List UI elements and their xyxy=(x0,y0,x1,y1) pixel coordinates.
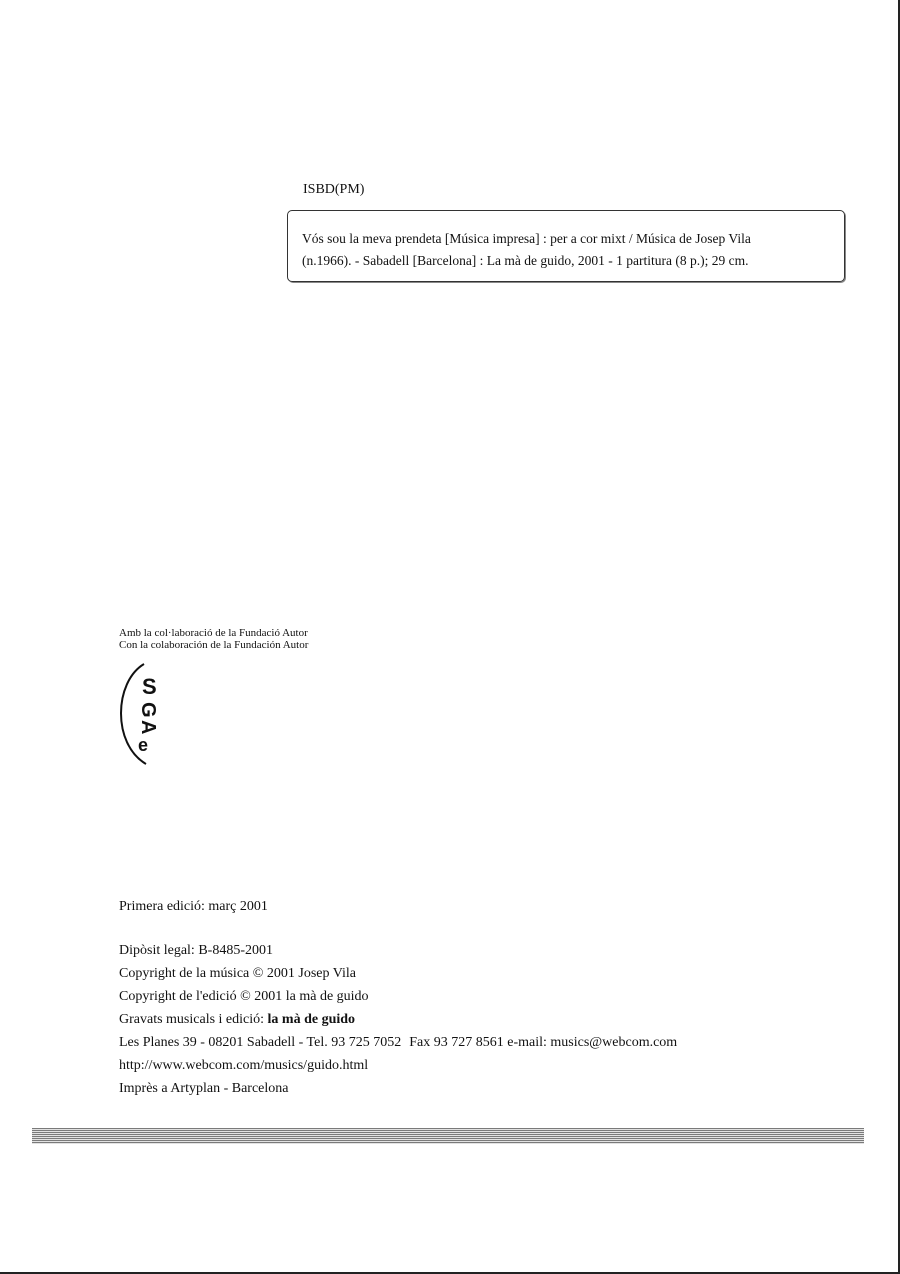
engraving-credit xyxy=(119,1008,677,1031)
logo-letter-e: e xyxy=(138,735,149,755)
isbd-record-box xyxy=(287,210,845,282)
logo-letter-g: G xyxy=(137,702,159,718)
engraving-prefix: Gravats musicals i edició: xyxy=(119,1012,268,1027)
contact-line xyxy=(119,1031,677,1054)
edition-copyright: Copyright de l'edició © 2001 la mà de guido xyxy=(119,989,369,1004)
first-edition: Primera edició: març 2001 xyxy=(119,899,268,914)
legal-deposit: Dipòsit legal: B-8485-2001 xyxy=(119,943,273,958)
edition-info xyxy=(119,896,677,1100)
isbd-label: ISBD(PM) xyxy=(303,182,365,197)
website-url: http://www.webcom.com/musics/guido.html xyxy=(119,1058,369,1073)
isbd-record-line-1: Vós sou la meva prendeta [Música impresa] : per a cor mixt / Música de Josep Vila xyxy=(302,231,751,246)
collaboration-catalan: Amb la col·laboració de la Fundació Autor xyxy=(119,627,308,639)
fax-email: Fax 93 727 8561 e-mail: musics@webcom.com xyxy=(409,1035,678,1050)
collaboration-spanish: Con la colaboración de la Fundación Autor xyxy=(119,639,309,651)
collaboration-note xyxy=(119,627,308,651)
postal-address: Les Planes 39 - 08201 Sabadell - Tel. 93 725 7052 xyxy=(119,1035,402,1050)
logo-letter-s: S xyxy=(142,674,157,699)
fundacion-autor-logo-icon xyxy=(114,660,174,768)
engraving-publisher: la mà de guido xyxy=(267,1012,356,1027)
logo-letter-a: A xyxy=(137,720,159,735)
isbd-record-line-2: (n.1966). - Sabadell [Barcelona] : La mà de guido, 2001 - 1 partitura (8 p.); 29 cm. xyxy=(302,253,749,268)
music-copyright: Copyright de la música © 2001 Josep Vila xyxy=(119,966,357,981)
printer-credit: Imprès a Artyplan - Barcelona xyxy=(119,1081,289,1096)
decorative-rule xyxy=(32,1128,864,1144)
